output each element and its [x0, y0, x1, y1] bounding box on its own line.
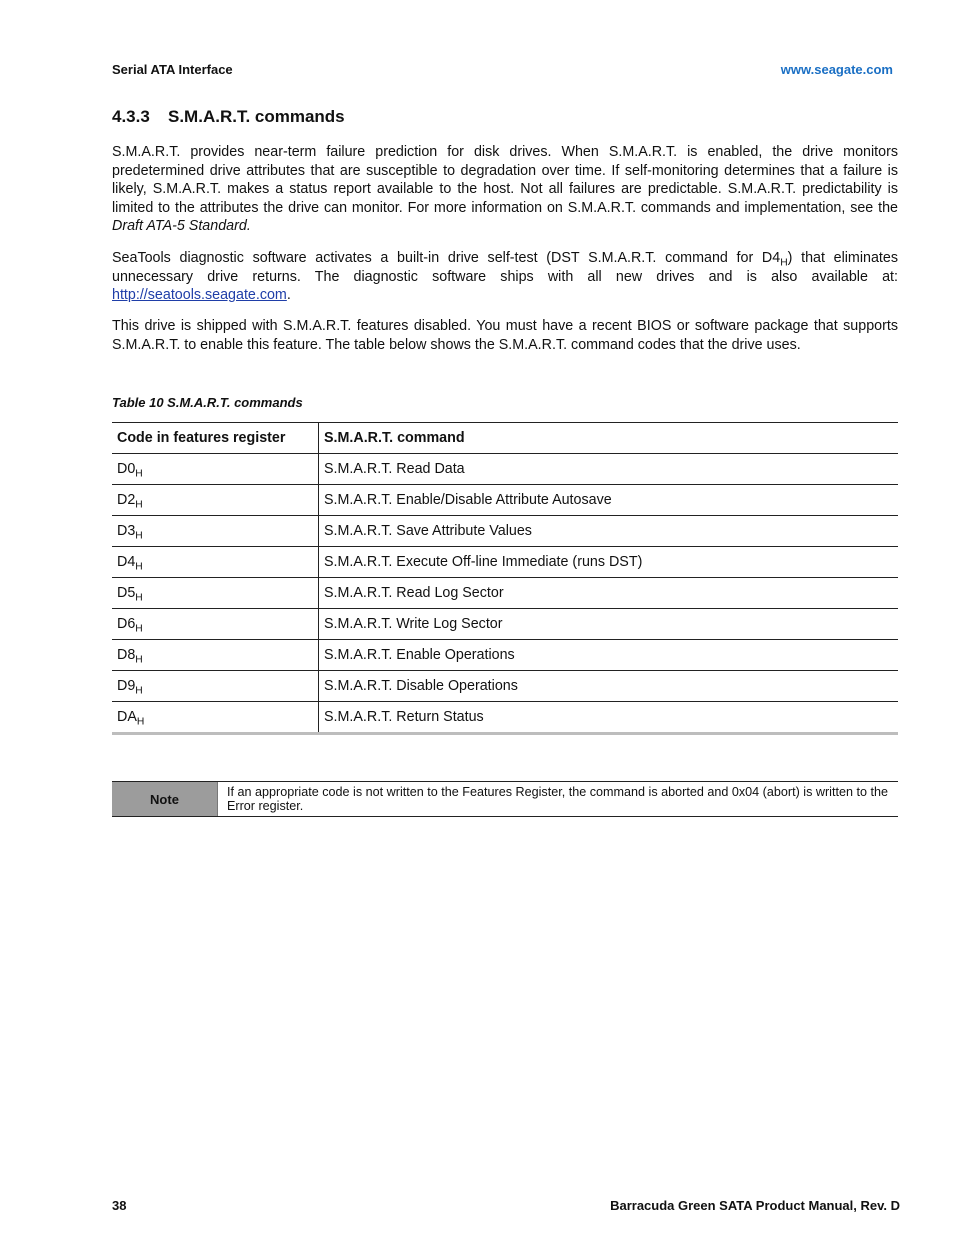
command-cell: S.M.A.R.T. Disable Operations	[319, 671, 899, 702]
paragraph-smart-disabled: This drive is shipped with S.M.A.R.T. features disabled. You must have a recent BIOS or software package that supports S.M.A.R.T. to enable this feature. The table below shows the S.M.A.R.T. command codes that the drive uses.	[112, 318, 898, 353]
table-row	[112, 485, 898, 516]
section-number: 4.3.3	[112, 107, 150, 126]
paragraph-seatools	[112, 249, 898, 305]
table-header-row	[112, 423, 898, 454]
running-header-url[interactable]: www.seagate.com	[780, 62, 893, 77]
note-box	[112, 781, 898, 817]
section-heading	[112, 107, 345, 127]
manual-title: Barracuda Green SATA Product Manual, Rev. D	[610, 1198, 900, 1213]
table-caption: Table 10 S.M.A.R.T. commands	[112, 395, 303, 410]
code-cell: $D0_H$	[112, 454, 319, 485]
paragraph-smart-intro	[112, 143, 898, 236]
code-cell: $D3_H$	[112, 516, 319, 547]
command-cell: S.M.A.R.T. Enable/Disable Attribute Autosave	[319, 485, 899, 516]
standard-reference: Draft ATA-5 Standard.	[112, 218, 251, 234]
command-cell: S.M.A.R.T. Write Log Sector	[319, 609, 899, 640]
page-number: 38	[112, 1198, 127, 1213]
table-row	[112, 671, 898, 702]
paragraph-text: ) that eliminates unnecessary drive returns. The diagnostic software ships with all new drives and is also available at:	[112, 250, 898, 285]
hex-subscript: H	[780, 257, 788, 269]
command-cell: S.M.A.R.T. Read Log Sector	[319, 578, 899, 609]
paragraph-end: .	[286, 287, 291, 303]
code-cell: $D6_H$	[112, 609, 319, 640]
table-row	[112, 609, 898, 640]
running-header-title: Serial ATA Interface	[112, 62, 233, 77]
code-cell: $DA_H$	[112, 702, 319, 734]
table-row	[112, 547, 898, 578]
command-cell: S.M.A.R.T. Save Attribute Values	[319, 516, 899, 547]
column-header-command: S.M.A.R.T. command	[319, 423, 899, 454]
table-row	[112, 454, 898, 485]
code-cell: $D2_H$	[112, 485, 319, 516]
code-cell: $D5_H$	[112, 578, 319, 609]
command-cell: S.M.A.R.T. Execute Off-line Immediate (runs DST)	[319, 547, 899, 578]
note-text: If an appropriate code is not written to the Features Register, the command is aborted and 0x04 (abort) is written to the Error register.	[227, 785, 888, 813]
table-row	[112, 702, 898, 734]
section-title: S.M.A.R.T. commands	[168, 107, 345, 126]
table-row	[112, 578, 898, 609]
note-label: Note	[112, 782, 218, 816]
command-cell: S.M.A.R.T. Enable Operations	[319, 640, 899, 671]
table-row	[112, 640, 898, 671]
seatools-link[interactable]: http://seatools.seagate.com	[112, 287, 287, 303]
code-cell: $D8_H$	[112, 640, 319, 671]
paragraph-text: SeaTools diagnostic software activates a built-in drive self-test (DST S.M.A.R.T. command for D4	[112, 250, 781, 266]
table-row	[112, 516, 898, 547]
code-cell: $D4_H$	[112, 547, 319, 578]
column-header-code: Code in features register	[112, 423, 319, 454]
paragraph-text: S.M.A.R.T. provides near-term failure prediction for disk drives. When S.M.A.R.T. is enabled, the drive monitors predetermined drive attributes that are susceptible to degradation over time. If self-monitoring determines that a failure is likely, S.M.A.R.T. makes a status report available to the host. Not all failures are predictable. S.M.A.R.T. predictability is limited to the attributes the drive can monitor. For more information on S.M.A.R.T. commands and implementation, see the	[112, 144, 898, 216]
command-cell: S.M.A.R.T. Read Data	[319, 454, 899, 485]
code-cell: $D9_H$	[112, 671, 319, 702]
smart-commands-table	[112, 422, 898, 735]
command-cell: S.M.A.R.T. Return Status	[319, 702, 899, 734]
